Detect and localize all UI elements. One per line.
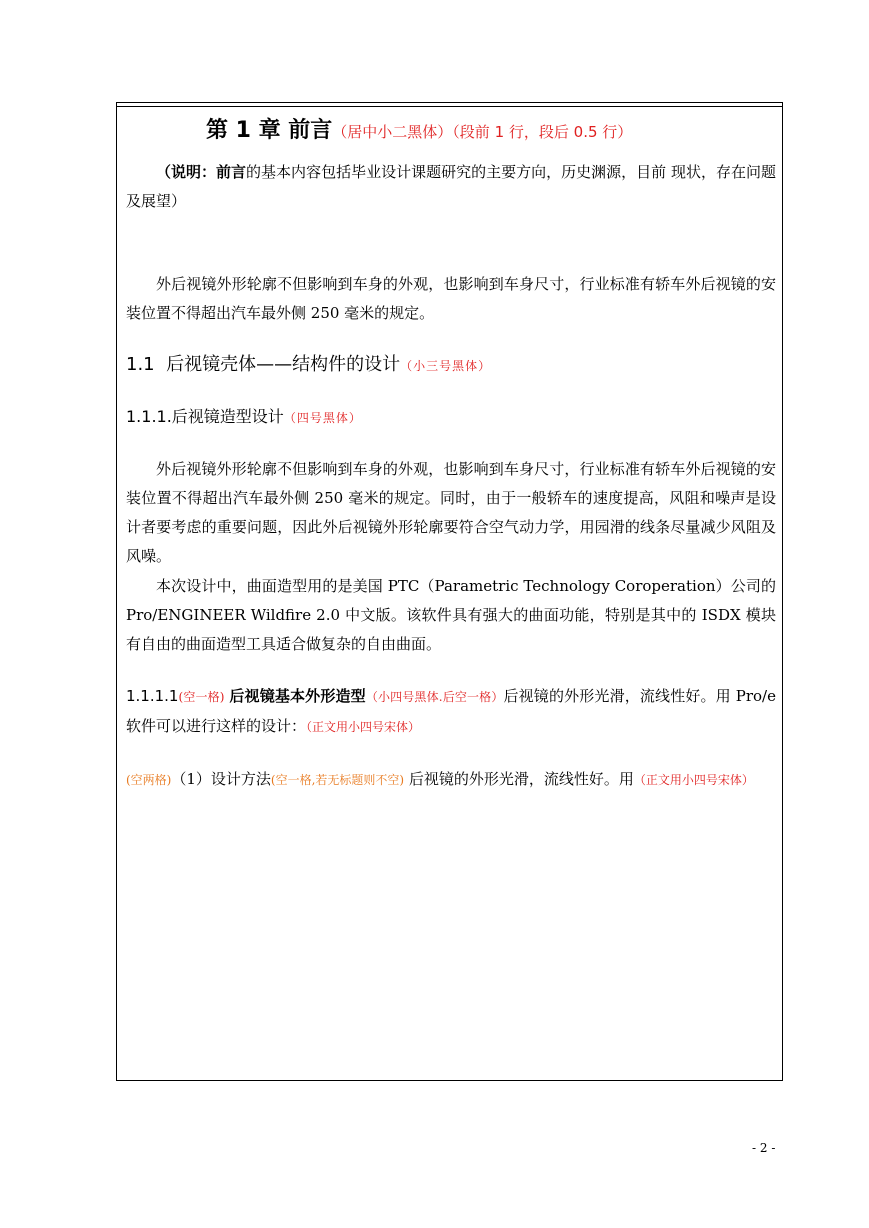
intro-paragraph: 外后视镜外形轮廓不但影响到车身的外观，也影响到车身尺寸，行业标准有轿车外后视镜的安装位置不得超出汽车最外侧 250 毫米的规定。 xyxy=(126,275,776,322)
explanation-text: 的基本内容包括毕业设计课题研究的主要方向，历史渊源，目前 现状，存在问题及展望） xyxy=(126,163,776,210)
subsection-title: 后视镜造型设计 xyxy=(171,407,284,426)
explanation-open: （ xyxy=(156,163,172,181)
section-title: 后视镜壳体——结构件的设计 xyxy=(166,354,401,375)
item-body-note: （正文用小四号宋体） xyxy=(633,773,754,787)
body-paragraph-1: 外后视镜外形轮廓不但影响到车身的外观，也影响到车身尺寸，行业标准有轿车外后视镜的安装位置不得超出汽车最外侧 250 毫米的规定。同时，由于一般轿车的速度提高，风阻和噪声是设计者要考虑的重要问题，因此外后视镜外形轮廓要符合空气动力学，用园滑的线条尽量减少风阻及风噪。 xyxy=(126,460,776,565)
explanation-paragraph xyxy=(126,158,776,216)
subsection-number: 1.1.1. xyxy=(126,407,172,426)
item-indent-note: (空两格) xyxy=(126,773,172,787)
item-space-note: (空一格,若无标题则不空) xyxy=(270,773,405,787)
page-number: - 2 - xyxy=(752,1141,776,1155)
section-heading xyxy=(126,350,491,381)
subsection-format-note: （四号黑体） xyxy=(283,411,362,425)
subsubsection-title: 后视镜基本外形造型 xyxy=(229,687,366,705)
item-paragraph xyxy=(126,765,776,795)
section-format-note: （小三号黑体） xyxy=(400,359,492,373)
chapter-format-note: （居中小二黑体）（段前 1 行，段后 0.5 行） xyxy=(332,123,633,141)
subsubsection-format-note: （小四号黑体.后空一格） xyxy=(365,690,504,704)
subsubsection-space-note: (空一格) xyxy=(178,690,225,704)
subsection-heading xyxy=(126,403,362,432)
subsubsection-text: 后视镜的外形光滑，流线性好。用 Pro/e 软件可以进行这样的设计： xyxy=(126,687,776,735)
item-text: 后视镜的外形光滑，流线性好。用 xyxy=(404,770,634,788)
chapter-title-text: 第 1 章 前言 xyxy=(206,118,333,143)
subsubsection-body-note: （正文用小四号宋体） xyxy=(306,720,421,734)
chapter-title xyxy=(206,116,632,147)
subsubsection-paragraph xyxy=(126,682,776,742)
explanation-label: 说明：前言 xyxy=(171,163,247,181)
body-paragraph-2: 本次设计中，曲面造型用的是美国 PTC（Parametric Technology Coroperation）公司的 Pro/ENGINEER Wildfire 2.0 中文版。该软件具有强大的曲面功能，特别是其中的 ISDX 模块有自由的曲面造型工具适合做复杂的自由曲面。 xyxy=(126,577,776,653)
section-number: 1.1 xyxy=(126,354,155,375)
subsubsection-number: 1.1.1.1 xyxy=(126,687,179,705)
item-label: （1）设计方法 xyxy=(171,770,271,788)
